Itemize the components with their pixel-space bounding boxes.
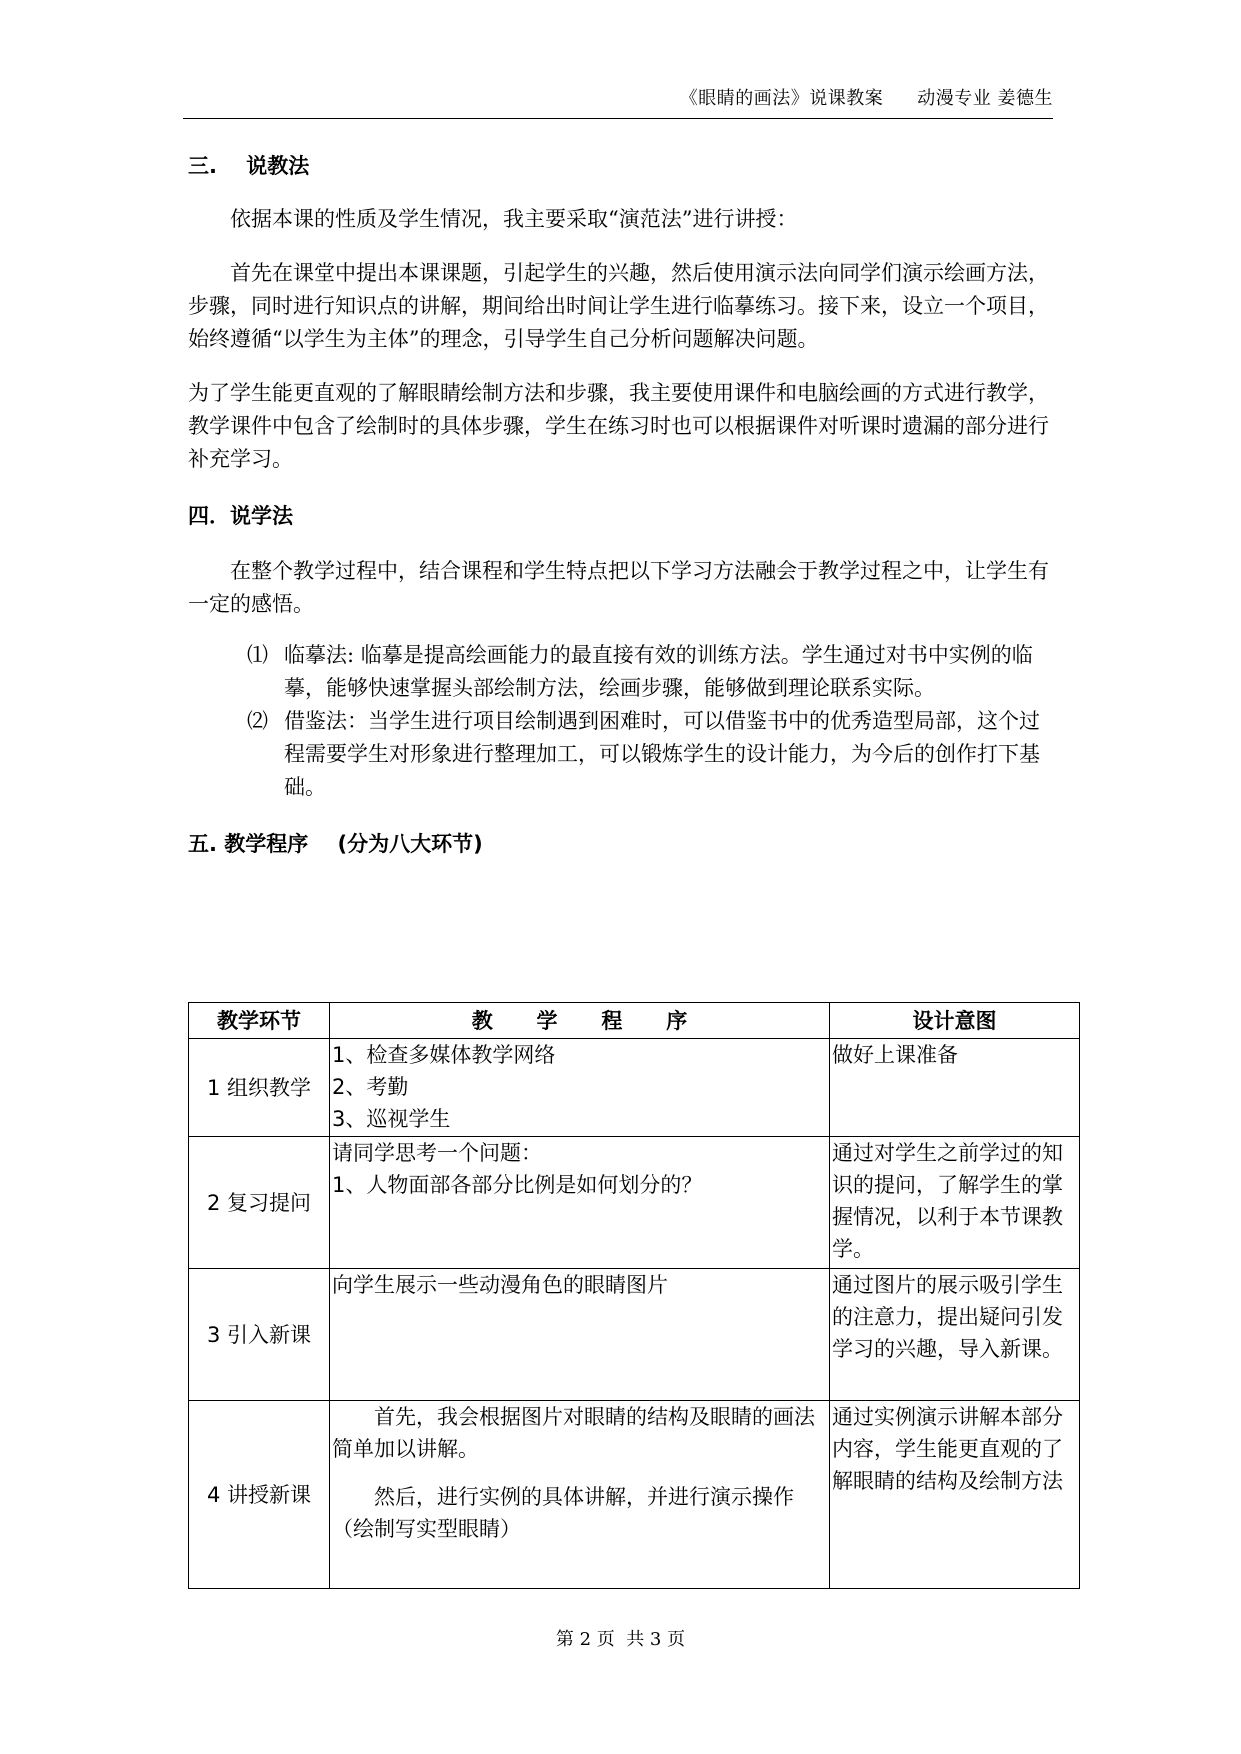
- section3-title: 三. 说教法: [188, 154, 310, 178]
- page-footer: 第 2 页 共 3 页: [555, 1629, 686, 1650]
- table-row: [189, 1401, 1080, 1589]
- header-doc-title: 《眼睛的画法》说课教案: [679, 88, 884, 109]
- method-item-number: ⑵: [247, 709, 268, 733]
- method-item-number: ⑴: [247, 643, 268, 667]
- procedure-line: 然后，进行实例的具体讲解，并进行演示操作（绘制写实型眼睛）: [332, 1485, 794, 1541]
- section5-title: 五. 教学程序 (分为八大环节): [188, 832, 483, 856]
- table-row: [189, 1039, 1080, 1137]
- method-item-text: 借鉴法：当学生进行项目绘制遇到困难时，可以借鉴书中的优秀造型局部，这个过程需要学生对形象进行整理加工，可以锻炼学生的设计能力，为今后的创作打下基础。: [284, 709, 1040, 799]
- method-item-1: [247, 639, 1050, 705]
- row-step: 2 复习提问: [189, 1137, 330, 1269]
- row-procedure: [330, 1137, 830, 1269]
- row-intent: 通过对学生之前学过的知识的提问，了解学生的掌握情况，以利于本节课教学。: [830, 1137, 1080, 1269]
- row-step: 1 组织教学: [189, 1039, 330, 1137]
- row-procedure: [330, 1269, 830, 1401]
- section3-para2: 首先在课堂中提出本课课题，引起学生的兴趣，然后使用演示法向同学们演示绘画方法，步骤，同时进行知识点的讲解，期间给出时间让学生进行临摹练习。接下来，设立一个项目，始终遵循“以学生为主体”的理念，引导学生自己分析问题解决问题。: [188, 261, 1049, 351]
- header-procedure: 教 学 程 序: [330, 1003, 830, 1039]
- procedure-line: 1、检查多媒体教学网络: [332, 1043, 556, 1067]
- procedure-line: 请同学思考一个问题：: [332, 1141, 542, 1165]
- row-step: 4 讲授新课: [189, 1401, 330, 1589]
- page-header: [183, 84, 1053, 119]
- teaching-procedure-table: [188, 1002, 1080, 1589]
- row-step: 3 引入新课: [189, 1269, 330, 1401]
- document-body: [188, 150, 1050, 861]
- header-step: 教学环节: [189, 1003, 330, 1039]
- procedure-line: 1、人物面部各部分比例是如何划分的？: [332, 1173, 703, 1197]
- section4-title: 四．说学法: [188, 504, 293, 528]
- procedure-line: 3、巡视学生: [332, 1107, 451, 1131]
- procedure-line: 2、考勤: [332, 1075, 409, 1099]
- procedure-line: 首先，我会根据图片对眼睛的结构及眼睛的画法简单加以讲解。: [332, 1405, 815, 1461]
- row-intent: 做好上课准备: [830, 1039, 1080, 1137]
- row-intent: 通过实例演示讲解本部分内容，学生能更直观的了解眼睛的结构及绘制方法: [830, 1401, 1080, 1589]
- section3-para1: 依据本课的性质及学生情况，我主要采取“演范法”进行讲授：: [230, 207, 798, 231]
- section4-para1: 在整个教学过程中，结合课程和学生特点把以下学习方法融会于教学过程之中，让学生有一定的感悟。: [188, 559, 1049, 616]
- row-procedure: [330, 1039, 830, 1137]
- header-author: 动漫专业 姜德生: [917, 88, 1053, 109]
- method-item-2: [247, 705, 1050, 804]
- table-row: [189, 1269, 1080, 1401]
- header-intent: 设计意图: [830, 1003, 1080, 1039]
- row-procedure: [330, 1401, 830, 1589]
- section3-para3: 为了学生能更直观的了解眼睛绘制方法和步骤，我主要使用课件和电脑绘画的方式进行教学，教学课件中包含了绘制时的具体步骤，学生在练习时也可以根据课件对听课时遗漏的部分进行补充学习。: [188, 381, 1049, 471]
- table-header-row: [189, 1003, 1080, 1039]
- row-intent: 通过图片的展示吸引学生的注意力，提出疑问引发学习的兴趣，导入新课。: [830, 1269, 1080, 1401]
- method-item-text: 临摹法: 临摹是提高绘画能力的最直接有效的训练方法。学生通过对书中实例的临摹，能够快速掌握头部绘制方法，绘画步骤，能够做到理论联系实际。: [284, 643, 1033, 700]
- table-row: [189, 1137, 1080, 1269]
- procedure-line: 向学生展示一些动漫角色的眼睛图片: [332, 1273, 668, 1297]
